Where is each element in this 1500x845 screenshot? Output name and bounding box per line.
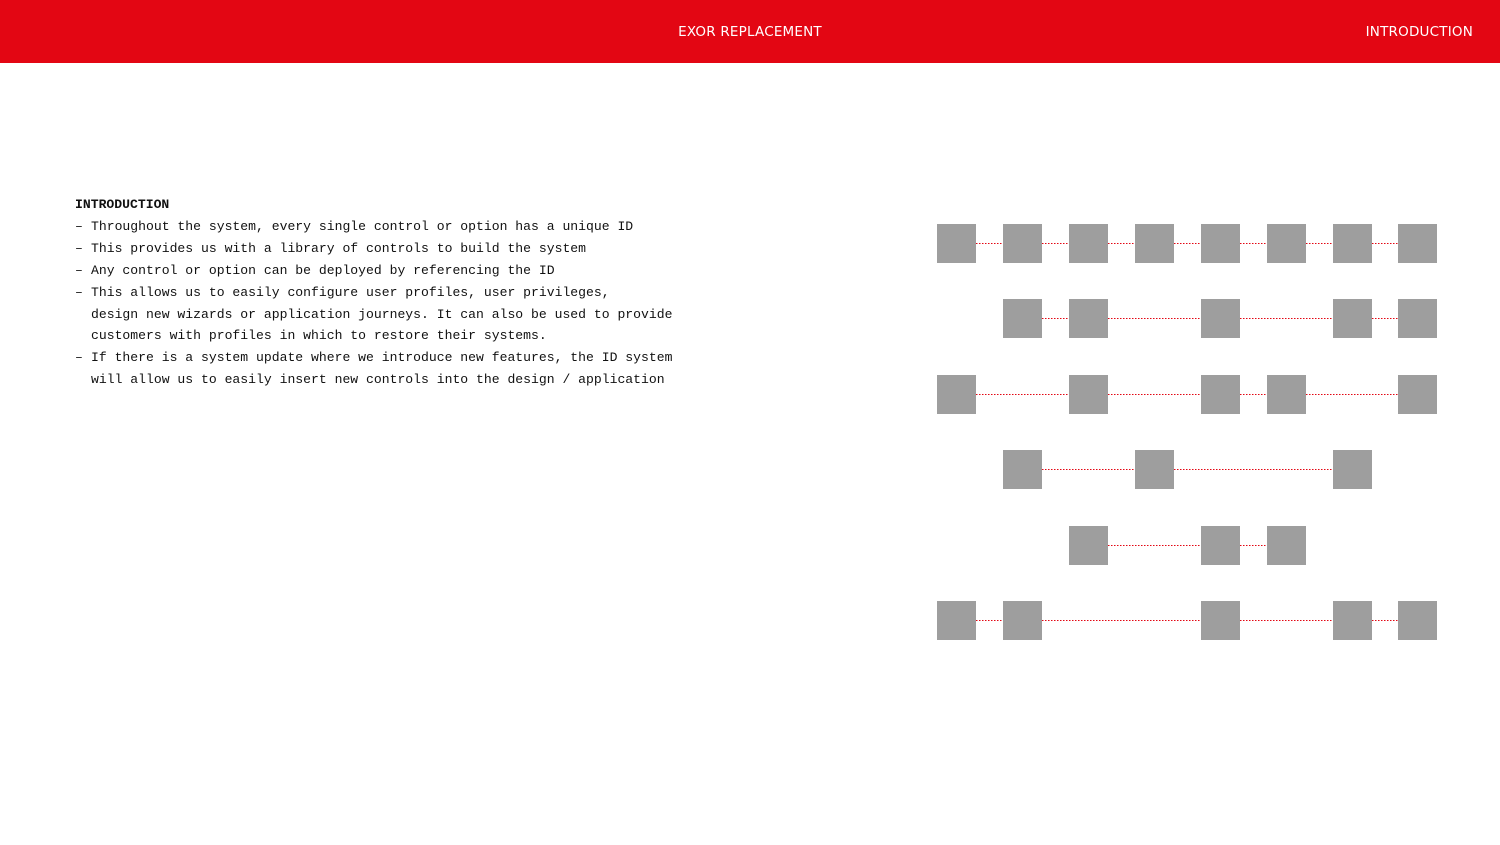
control-block xyxy=(1003,299,1042,338)
control-block xyxy=(1398,601,1437,640)
control-block xyxy=(1069,375,1108,414)
bullet-item xyxy=(75,260,775,282)
control-block xyxy=(1333,450,1372,489)
bullet-text: If there is a system update where we introduce new features, the ID system will allow us to easily insert new controls into the design / application xyxy=(91,350,673,388)
bullet-item xyxy=(75,347,775,391)
document-title: EXOR REPLACEMENT xyxy=(678,24,822,40)
bullet-dash: – xyxy=(75,240,83,256)
control-block xyxy=(937,375,976,414)
control-block xyxy=(1135,450,1174,489)
bullet-dash: – xyxy=(75,218,83,234)
header-bar xyxy=(0,0,1500,63)
control-block xyxy=(1201,375,1240,414)
control-block xyxy=(1003,601,1042,640)
control-block xyxy=(937,601,976,640)
bullet-item xyxy=(75,216,775,238)
control-block xyxy=(1333,224,1372,263)
control-block xyxy=(1333,601,1372,640)
control-block xyxy=(1069,224,1108,263)
bullet-text: Any control or option can be deployed by referencing the ID xyxy=(91,262,555,278)
control-block xyxy=(1069,526,1108,565)
control-block xyxy=(1398,375,1437,414)
introduction-heading: INTRODUCTION xyxy=(75,197,170,212)
control-block xyxy=(1135,224,1174,263)
control-block xyxy=(1267,375,1306,414)
control-block xyxy=(1398,224,1437,263)
section-title: INTRODUCTION xyxy=(1365,24,1473,40)
bullet-dash: – xyxy=(75,262,83,278)
introduction-text xyxy=(75,194,775,391)
bullet-text: This allows us to easily configure user profiles, user privileges, design new wizards or application journeys. It can also be used to provide customers with profiles in which to restore their systems. xyxy=(91,284,673,344)
control-block xyxy=(1398,299,1437,338)
control-block xyxy=(1201,224,1240,263)
bullet-text: Throughout the system, every single control or option has a unique ID xyxy=(91,218,634,234)
control-block xyxy=(1201,601,1240,640)
bullet-item xyxy=(75,238,775,260)
control-block xyxy=(937,224,976,263)
bullet-item xyxy=(75,282,775,348)
control-block xyxy=(1201,299,1240,338)
bullet-text: This provides us with a library of controls to build the system xyxy=(91,240,587,256)
control-block xyxy=(1333,299,1372,338)
control-block xyxy=(1003,224,1042,263)
control-block xyxy=(1003,450,1042,489)
control-block xyxy=(1267,526,1306,565)
control-block xyxy=(1267,224,1306,263)
bullet-dash: – xyxy=(75,284,83,300)
control-block xyxy=(1069,299,1108,338)
bullet-dash: – xyxy=(75,350,83,366)
control-block xyxy=(1201,526,1240,565)
